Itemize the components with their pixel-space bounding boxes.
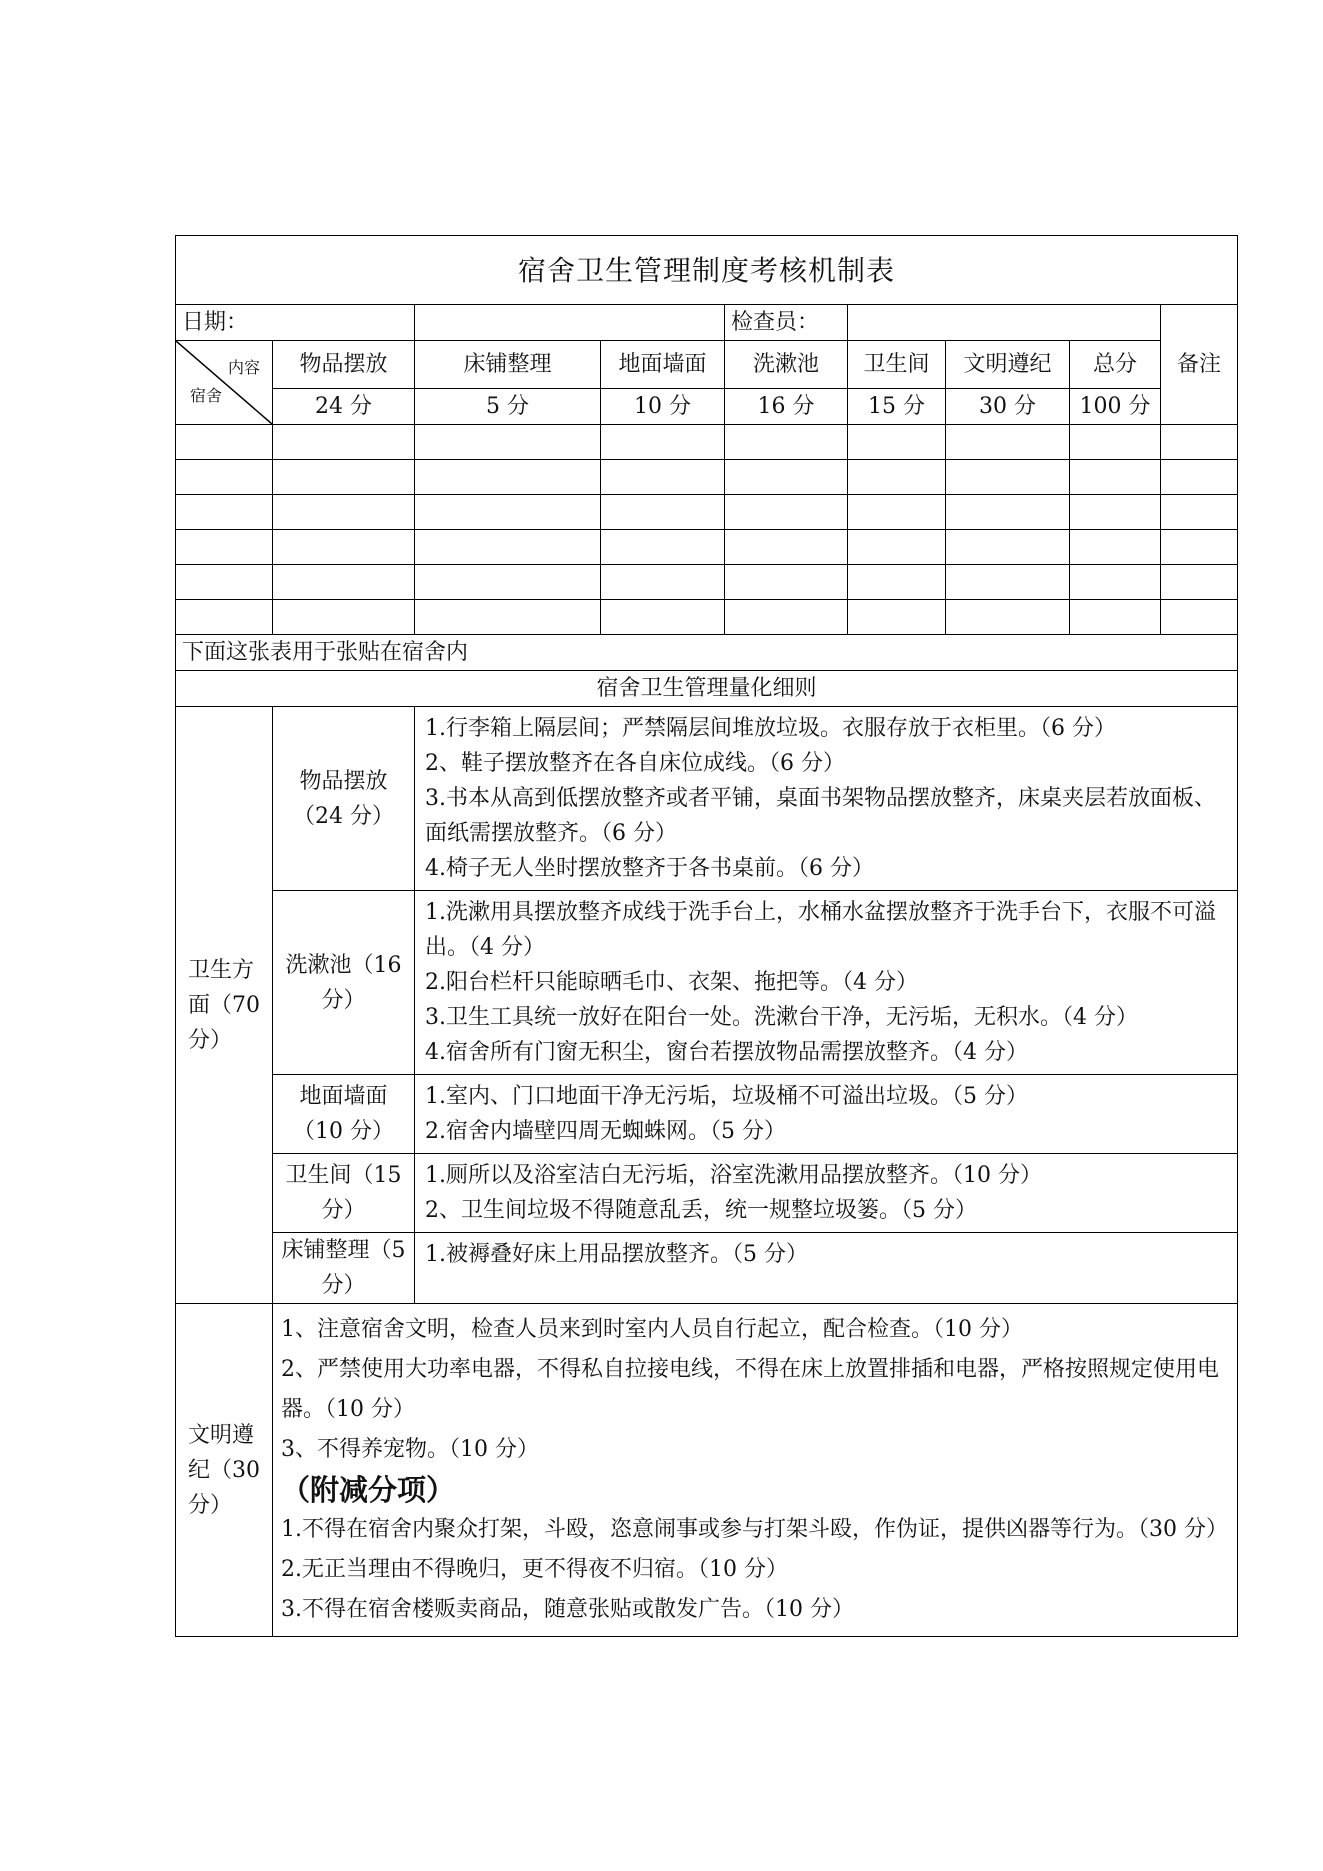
table-row <box>176 495 1238 530</box>
cell[interactable] <box>176 530 273 565</box>
table-title: 宿舍卫生管理制度考核机制表 <box>176 236 1238 305</box>
list-item: 1.室内、门口地面干净无污垢，垃圾桶不可溢出垃圾。（5 分） <box>425 1084 1028 1109</box>
diag-dorm-label: 宿舍 <box>190 386 223 405</box>
section-items <box>415 1233 1238 1304</box>
column-score: 15 分 <box>848 389 946 425</box>
hygiene-category: 卫生方面（70 分） <box>176 707 273 1304</box>
section-name: 卫生间（15 分） <box>273 1154 415 1233</box>
remarks-header: 备注 <box>1161 305 1238 425</box>
cell[interactable] <box>946 425 1070 460</box>
assessment-table <box>175 235 1238 1637</box>
list-item: 2.阳台栏杆只能晾晒毛巾、衣架、拖把等。（4 分） <box>425 970 918 995</box>
cell[interactable] <box>601 565 725 600</box>
cell[interactable] <box>1161 530 1238 565</box>
column-header: 卫生间 <box>848 341 946 389</box>
cell[interactable] <box>176 425 273 460</box>
cell[interactable] <box>1070 530 1161 565</box>
list-item: 1.行李箱上隔层间；严禁隔层间堆放垃圾。衣服存放于衣柜里。（6 分） <box>425 716 1116 741</box>
cell[interactable] <box>946 600 1070 635</box>
cell[interactable] <box>848 565 946 600</box>
cell[interactable] <box>415 425 601 460</box>
cell[interactable] <box>1161 600 1238 635</box>
cell[interactable] <box>946 495 1070 530</box>
cell[interactable] <box>415 530 601 565</box>
cell[interactable] <box>848 530 946 565</box>
discipline-category: 文明遵纪（30 分） <box>176 1304 273 1637</box>
section-name: 地面墙面（10 分） <box>273 1075 415 1154</box>
list-item: 1、注意宿舍文明，检查人员来到时室内人员自行起立，配合检查。（10 分） <box>281 1317 1023 1342</box>
cell[interactable] <box>273 600 415 635</box>
cell[interactable] <box>273 460 415 495</box>
cell[interactable] <box>725 495 848 530</box>
list-item: 4.宿舍所有门窗无积尘，窗台若摆放物品需摆放整齐。（4 分） <box>425 1040 1028 1065</box>
cell[interactable] <box>725 600 848 635</box>
cell[interactable] <box>176 460 273 495</box>
cell[interactable] <box>946 460 1070 495</box>
cell[interactable] <box>601 530 725 565</box>
table-row <box>176 460 1238 495</box>
deduction-item: 1.不得在宿舍内聚众打架，斗殴，恣意闹事或参与打架斗殴，作伪证，提供凶器等行为。（30 分） <box>281 1517 1228 1542</box>
deduction-item: 3.不得在宿舍楼贩卖商品，随意张贴或散发广告。（10 分） <box>281 1597 854 1622</box>
date-label: 日期： <box>176 305 415 341</box>
list-item: 2、鞋子摆放整齐在各自床位成线。（6 分） <box>425 751 845 776</box>
cell[interactable] <box>1161 495 1238 530</box>
section-items <box>415 1154 1238 1233</box>
cell[interactable] <box>273 565 415 600</box>
discipline-items <box>273 1304 1238 1637</box>
deduction-item: 2.无正当理由不得晚归，更不得夜不归宿。（10 分） <box>281 1557 788 1582</box>
column-header: 洗漱池 <box>725 341 848 389</box>
column-header: 总分 <box>1070 341 1161 389</box>
table-row <box>176 600 1238 635</box>
cell[interactable] <box>1161 425 1238 460</box>
section-name: 床铺整理（5 分） <box>273 1233 415 1304</box>
cell[interactable] <box>415 495 601 530</box>
list-item: 2、卫生间垃圾不得随意乱丢，统一规整垃圾篓。（5 分） <box>425 1198 977 1223</box>
cell[interactable] <box>1161 460 1238 495</box>
column-header: 地面墙面 <box>601 341 725 389</box>
list-item: 1.厕所以及浴室洁白无污垢，浴室洗漱用品摆放整齐。（10 分） <box>425 1163 1042 1188</box>
deduction-heading: （附减分项） <box>281 1473 456 1507</box>
column-header: 床铺整理 <box>415 341 601 389</box>
note-text: 下面这张表用于张贴在宿舍内 <box>176 635 1238 671</box>
list-item: 3、不得养宠物。（10 分） <box>281 1437 539 1462</box>
cell[interactable] <box>1070 425 1161 460</box>
column-score: 10 分 <box>601 389 725 425</box>
section-name: 洗漱池（16 分） <box>273 891 415 1075</box>
table-row <box>176 425 1238 460</box>
cell[interactable] <box>848 600 946 635</box>
cell[interactable] <box>1070 600 1161 635</box>
cell[interactable] <box>1070 565 1161 600</box>
column-header: 文明遵纪 <box>946 341 1070 389</box>
cell[interactable] <box>946 530 1070 565</box>
section-items <box>415 707 1238 891</box>
list-item: 1.洗漱用具摆放整齐成线于洗手台上，水桶水盆摆放整齐于洗手台下，衣服不可溢出。（4 分） <box>425 900 1216 960</box>
diag-content-label: 内容 <box>227 358 260 377</box>
cell[interactable] <box>273 530 415 565</box>
cell[interactable] <box>601 460 725 495</box>
table-row <box>176 530 1238 565</box>
cell[interactable] <box>848 460 946 495</box>
cell[interactable] <box>601 495 725 530</box>
inspector-field[interactable] <box>848 305 1161 341</box>
section-name: 物品摆放（24 分） <box>273 707 415 891</box>
cell[interactable] <box>601 425 725 460</box>
list-item: 4.椅子无人坐时摆放整齐于各书桌前。（6 分） <box>425 856 874 881</box>
cell[interactable] <box>273 495 415 530</box>
list-item: 2、严禁使用大功率电器，不得私自拉接电线，不得在床上放置排插和电器，严格按照规定使用电器。（10 分） <box>281 1357 1220 1422</box>
column-score: 16 分 <box>725 389 848 425</box>
cell[interactable] <box>1161 565 1238 600</box>
diagonal-line <box>176 341 272 424</box>
cell[interactable] <box>725 425 848 460</box>
subtitle: 宿舍卫生管理量化细则 <box>176 671 1238 707</box>
column-score: 100 分 <box>1070 389 1161 425</box>
cell[interactable] <box>415 460 601 495</box>
list-item: 2.宿舍内墙壁四周无蜘蛛网。（5 分） <box>425 1119 786 1144</box>
cell[interactable] <box>273 425 415 460</box>
column-score: 24 分 <box>273 389 415 425</box>
cell[interactable] <box>1070 495 1161 530</box>
list-item: 3.卫生工具统一放好在阳台一处。洗漱台干净，无污垢，无积水。（4 分） <box>425 1005 1138 1030</box>
inspector-label: 检查员： <box>725 305 848 341</box>
section-items <box>415 1075 1238 1154</box>
date-field[interactable] <box>415 305 725 341</box>
cell[interactable] <box>601 600 725 635</box>
diagonal-header-cell <box>176 341 273 425</box>
column-header: 物品摆放 <box>273 341 415 389</box>
cell[interactable] <box>725 565 848 600</box>
column-score: 5 分 <box>415 389 601 425</box>
cell[interactable] <box>415 565 601 600</box>
list-item: 1.被褥叠好床上用品摆放整齐。（5 分） <box>425 1242 808 1267</box>
cell[interactable] <box>725 530 848 565</box>
cell[interactable] <box>848 425 946 460</box>
cell[interactable] <box>946 565 1070 600</box>
cell[interactable] <box>176 495 273 530</box>
cell[interactable] <box>415 600 601 635</box>
table-row <box>176 565 1238 600</box>
cell[interactable] <box>725 460 848 495</box>
section-items <box>415 891 1238 1075</box>
cell[interactable] <box>176 600 273 635</box>
cell[interactable] <box>1070 460 1161 495</box>
column-score: 30 分 <box>946 389 1070 425</box>
cell[interactable] <box>176 565 273 600</box>
list-item: 3.书本从高到低摆放整齐或者平铺，桌面书架物品摆放整齐，床桌夹层若放面板、面纸需摆放整齐。（6 分） <box>425 786 1216 846</box>
cell[interactable] <box>848 495 946 530</box>
